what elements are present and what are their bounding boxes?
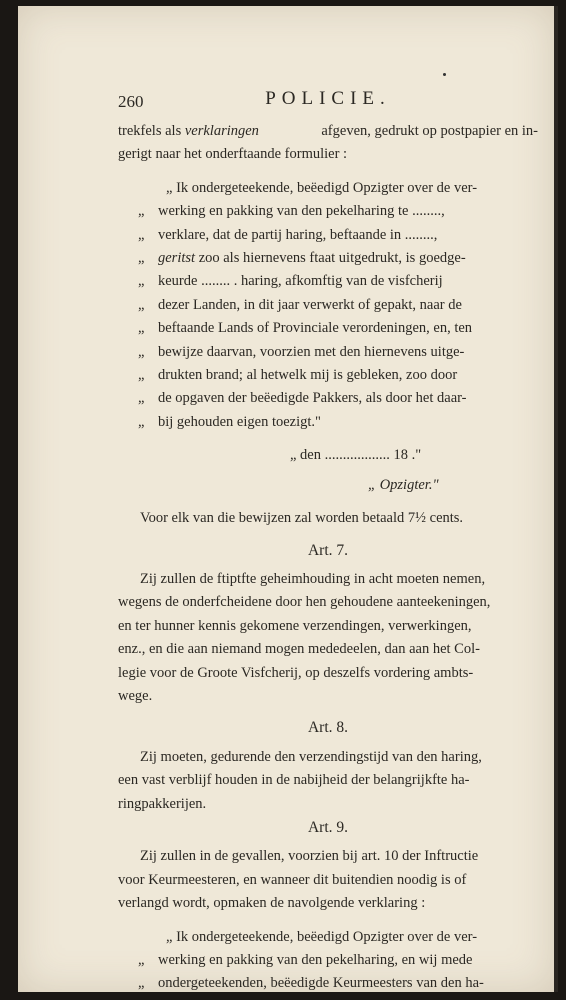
text-line: verlangd wordt, opmaken de navolgende verklaring : <box>118 895 426 912</box>
text-line: voor Keurmeesteren, en wanneer dit buitendien noodig is of <box>118 871 467 888</box>
text-line: „ drukten brand; al hetwelk mij is gebleken, zoo door <box>138 367 458 384</box>
book-page <box>18 6 558 992</box>
text-line: wege. <box>118 687 153 704</box>
text-line: „ bij gehouden eigen toezigt." <box>138 413 321 430</box>
text-line: ringpakkerijen. <box>118 795 207 812</box>
article-7-title: Art. 7. <box>307 541 349 559</box>
article-7-body <box>118 568 538 708</box>
form-declaration-2 <box>118 926 538 996</box>
text-line: legie voor de Groote Visfcherij, op deszelfs vordering ambts- <box>118 664 474 681</box>
running-head: POLICIE. <box>265 88 391 109</box>
intro-paragraph <box>118 120 538 167</box>
text-line: „ Ik ondergeteekende, beëedigd Opzigter over de ver- <box>166 928 478 945</box>
text-line: „ keurde ........ . haring, afkomftig van de visfcherij <box>138 273 443 290</box>
article-8-body <box>118 746 538 816</box>
text-line: enz., en die aan niemand mogen mededeelen, dan aan het Col- <box>118 641 480 658</box>
text-line: Zij zullen de ftiptfte geheimhouding in acht moeten nemen, <box>140 570 486 587</box>
text-line: Zij moeten, gedurende den verzendingstijd van den haring, <box>140 748 482 765</box>
page-number: 260 <box>118 92 144 111</box>
ink-speck <box>443 73 446 76</box>
text-line: een vast verblijf houden in de nabijheid der belangrijkfte ha- <box>118 772 470 789</box>
signature-date-line: „ den .................. 18 ." <box>290 447 422 464</box>
text-line: „ geritst zoo als hiernevens ftaat uitgedrukt, is goedge- <box>138 250 466 267</box>
page-header <box>118 78 538 120</box>
text-line: trekfels als verklaringen afgeven, gedrukt op postpapier en in- <box>118 123 538 139</box>
article-8-title: Art. 8. <box>307 719 349 737</box>
form-declaration-1 <box>118 177 538 434</box>
payment-line: Voor elk van die bewijzen zal worden betaald 7½ cents. <box>140 510 464 527</box>
text-line: gerigt naar het onderftaande formulier : <box>118 146 348 163</box>
text-line: „ Ik ondergeteekende, beëedigd Opzigter over de ver- <box>166 179 478 196</box>
text-line: „ werking en pakking van den pekelharing te ........, <box>138 203 445 220</box>
signature-opzigter: „ Opzigter." <box>368 476 439 493</box>
text-line: Zij zullen in de gevallen, voorzien bij art. 10 der Inftructie <box>140 848 479 865</box>
text-line: „ ondergeteekenden, beëedigde Keurmeesters van den ha- <box>138 975 484 992</box>
text-line: en ter hunner kennis gekomene verzendingen, verwerkingen, <box>118 617 472 634</box>
text-line: „ beftaande Lands of Provinciale verordeningen, en, ten <box>138 320 473 337</box>
page-text <box>118 78 538 996</box>
text-line: „ verklare, dat de partij haring, beftaande in ........, <box>138 226 438 243</box>
article-9-body <box>118 845 538 915</box>
article-9-title: Art. 9. <box>307 818 349 836</box>
text-line: „ de opgaven der beëedigde Pakkers, als door het daar- <box>138 390 467 407</box>
text-line: „ dezer Landen, in dit jaar verwerkt of gepakt, naar de <box>138 296 462 313</box>
text-line: „ werking en pakking van den pekelharing, en wij mede <box>138 952 473 968</box>
text-line: wegens de onderfcheidene door hen gehoudene aanteekeningen, <box>118 594 491 611</box>
text-line: „ bewijze daarvan, voorzien met den hiernevens uitge- <box>138 343 465 360</box>
